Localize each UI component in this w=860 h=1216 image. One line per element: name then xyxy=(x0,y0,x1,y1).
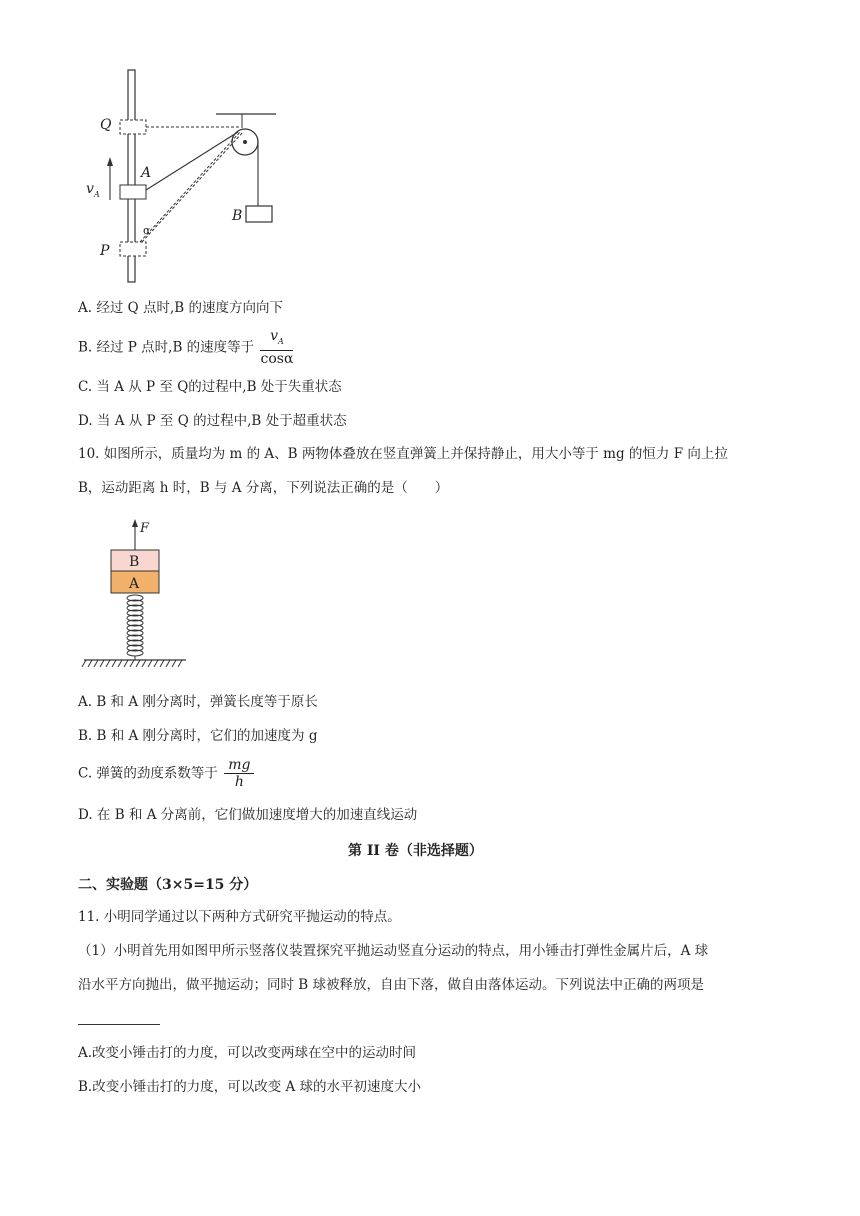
q11-part1-line2: 沿水平方向抛出，做平抛运动；同时 B 球被释放，自由下落，做自由落体运动。下列说法中正确的两项是 xyxy=(78,977,705,993)
label-q: Q xyxy=(100,117,112,133)
label-b: B xyxy=(232,208,243,224)
spring-figure xyxy=(78,516,198,674)
q9-option-c: C. 当 A 从 P 至 Q的过程中,B 处于失重状态 xyxy=(78,379,342,395)
stiffness-fraction xyxy=(224,757,254,791)
fraction-num-sub: A xyxy=(278,336,284,346)
label-f: F xyxy=(140,521,150,536)
section-ii-title: 第 II 卷（非选择题） xyxy=(348,843,483,859)
label-va: v xyxy=(86,181,94,197)
block-a-label: A xyxy=(129,576,140,592)
q9-option-d: D. 当 A 从 P 至 Q 的过程中,B 处于超重状态 xyxy=(78,413,347,429)
label-p: P xyxy=(100,243,110,259)
answer-blank[interactable] xyxy=(78,1024,160,1025)
velocity-fraction xyxy=(260,328,293,368)
q9-option-b xyxy=(78,328,293,368)
q10-line1: 10. 如图所示，质量均为 m 的 A、B 两物体叠放在竖直弹簧上并保持静止，用大小等于 mg 的恒力 F 向上拉 xyxy=(78,446,728,462)
q11-option-a: A.改变小锤击打的力度，可以改变两球在空中的运动时间 xyxy=(78,1045,417,1061)
pulley-figure xyxy=(80,62,290,287)
q10-line2: B，运动距离 h 时，B 与 A 分离，下列说法正确的是（ ） xyxy=(78,480,449,496)
label-alpha: α xyxy=(143,224,151,237)
q9-option-a: A. 经过 Q 点时,B 的速度方向向下 xyxy=(78,300,283,316)
label-va-sub: A xyxy=(94,190,100,199)
q11-option-b: B.改变小锤击打的力度，可以改变 A 球的水平初速度大小 xyxy=(78,1079,422,1095)
q10-option-c-text: C. 弹簧的劲度系数等于 xyxy=(78,765,218,782)
q10-option-b: B. B 和 A 刚分离时，它们的加速度为 g xyxy=(78,728,318,744)
experiment-section-title: 二、实验题（3×5=15 分） xyxy=(78,877,258,893)
q10-option-a: A. B 和 A 刚分离时，弹簧长度等于原长 xyxy=(78,694,318,710)
fraction-num: mg xyxy=(224,757,254,774)
block-b-label: B xyxy=(129,554,140,570)
spring xyxy=(127,595,143,660)
fraction-num: v xyxy=(270,328,279,344)
q10-option-d: D. 在 B 和 A 分离前，它们做加速度增大的加速直线运动 xyxy=(78,807,418,823)
q11-stem: 11. 小明同学通过以下两种方式研究平抛运动的特点。 xyxy=(78,909,401,925)
q10-option-c xyxy=(78,757,254,791)
q9-option-b-text: B. 经过 P 点时,B 的速度等于 xyxy=(78,339,255,356)
q11-part1-line1: （1）小明首先用如图甲所示竖落仪装置探究平抛运动竖直分运动的特点，用小锤击打弹性金属片后，A 球 xyxy=(78,943,709,959)
fraction-den: h xyxy=(234,774,244,790)
fraction-den: cosα xyxy=(260,350,294,367)
label-a: A xyxy=(141,165,152,181)
